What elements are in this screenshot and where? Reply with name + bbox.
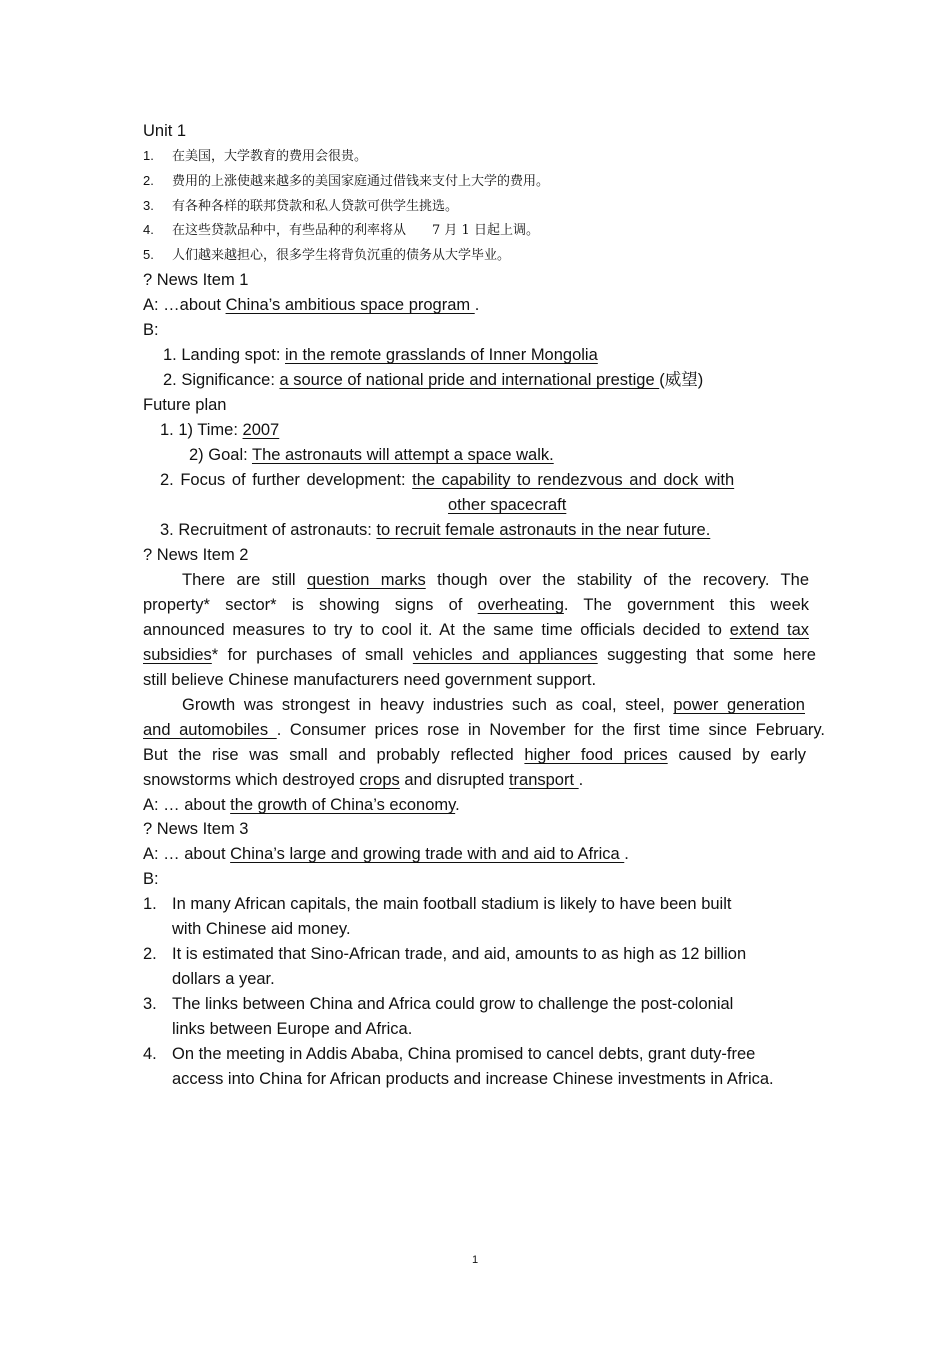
answer-prefix: A: … about <box>143 796 231 814</box>
plan-goal <box>189 445 554 465</box>
focus-answer: the capability to rendezvous and dock with <box>412 471 735 489</box>
news-item-3-b-label: B: <box>143 870 159 888</box>
significance-note: (威望) <box>659 371 704 389</box>
item-text: It is estimated that Sino-African trade, and aid, amounts to as high as 12 billion <box>172 945 747 963</box>
answer-suffix: . <box>474 296 480 314</box>
blank-answer: overheating <box>477 596 564 614</box>
recruit-answer: to recruit female astronauts in the near future. <box>376 521 711 539</box>
item-number: 2. <box>143 945 157 963</box>
text-run: There are still <box>182 571 308 589</box>
paragraph-line <box>143 645 816 665</box>
goal-answer: The astronauts will attempt a space walk. <box>251 446 554 464</box>
sentence-number: 3. <box>143 198 154 213</box>
focus-development <box>160 470 734 490</box>
text-run: snowstorms which destroyed <box>143 771 360 789</box>
blank-answer: question marks <box>307 571 426 589</box>
text-run: though over the stability of the recovery. The <box>425 571 809 589</box>
news-item-1-b-label: B: <box>143 321 159 339</box>
text-run: . <box>578 771 584 789</box>
time-label: 1. 1) Time: <box>160 421 243 439</box>
chinese-sentence <box>143 146 367 167</box>
blank-answer: power generation <box>673 696 805 714</box>
sentence-text: 人们越来越担心，很多学生将背负沉重的债务从大学毕业。 <box>172 248 511 263</box>
paragraph-line <box>143 720 825 740</box>
text-run: caused by early <box>667 746 806 764</box>
time-answer: 2007 <box>242 421 280 439</box>
news-item-3-answer-a <box>143 844 629 864</box>
blank-answer: extend tax <box>729 621 810 639</box>
answer-prefix: A: …about <box>143 296 226 314</box>
news-item-3-heading: ? News Item 3 <box>143 820 249 838</box>
paragraph-line <box>143 595 809 615</box>
item-text: In many African capitals, the main football stadium is likely to have been built <box>172 895 732 913</box>
paragraph-line <box>143 770 583 790</box>
item-text: On the meeting in Addis Ababa, China promised to cancel debts, grant duty-free <box>172 1045 756 1063</box>
chinese-sentence <box>143 171 549 192</box>
answer-text: China’s large and growing trade with and aid to Africa <box>230 845 625 863</box>
news-item-2-heading: ? News Item 2 <box>143 546 249 564</box>
chinese-sentence <box>143 245 510 266</box>
unit-title: Unit 1 <box>143 122 187 140</box>
sentence-number: 5. <box>143 247 154 262</box>
item-number: 3. <box>143 995 157 1013</box>
landing-answer: in the remote grasslands of Inner Mongolia <box>285 346 598 364</box>
blank-answer: higher food prices <box>524 746 668 764</box>
item-text: The links between China and Africa could grow to challenge the post-colonial <box>172 995 734 1013</box>
item-number: 4. <box>143 1045 157 1063</box>
sentence-text: 费用的上涨使越来越多的美国家庭通过借钱来支付上大学的费用。 <box>172 174 550 189</box>
paragraph-line <box>182 695 805 715</box>
focus-answer-2: other spacecraft <box>448 496 567 514</box>
goal-label: 2) Goal: <box>189 446 252 464</box>
news-item-1-heading: ? News Item 1 <box>143 271 249 289</box>
blank-answer: crops <box>359 771 400 789</box>
focus-answer-continued <box>448 495 566 515</box>
list-item-continued: dollars a year. <box>172 970 275 988</box>
plan-time <box>160 420 279 440</box>
sentence-text: 在这些贷款品种中，有些品种的利率将从 7 月 1 日起上调。 <box>172 223 539 238</box>
landing-label: 1. Landing spot: <box>163 346 286 364</box>
list-item-continued: with Chinese aid money. <box>172 920 351 938</box>
blank-answer: subsidies <box>143 646 212 664</box>
text-run: suggesting that some here <box>597 646 816 664</box>
future-plan-label: Future plan <box>143 396 227 414</box>
paragraph-line <box>143 745 806 765</box>
answer-suffix: . <box>455 796 460 814</box>
sentence-text: 在美国，大学教育的费用会很贵。 <box>172 149 368 164</box>
significance <box>163 370 703 390</box>
blank-answer: vehicles and appliances <box>412 646 598 664</box>
recruit-label: 3. Recruitment of astronauts: <box>160 521 377 539</box>
significance-answer: a source of national pride and international prestige <box>279 371 660 389</box>
text-run: announced measures to try to cool it. At the same time officials decided to <box>143 621 730 639</box>
paragraph-line <box>143 620 809 640</box>
blank-answer: transport <box>508 771 579 789</box>
page-number: 1 <box>471 1254 479 1266</box>
sentence-number: 1. <box>143 148 154 163</box>
text-run: . Consumer prices rose in November for the first time since February. <box>276 721 825 739</box>
sentence-text: 有各种各样的联邦贷款和私人贷款可供学生挑选。 <box>172 199 459 214</box>
text-run: and disrupted <box>399 771 509 789</box>
landing-spot <box>163 345 598 365</box>
sentence-number: 4. <box>143 222 154 237</box>
answer-prefix: A: … about <box>143 845 231 863</box>
focus-label: 2. Focus of further development: <box>160 471 413 489</box>
chinese-sentence <box>143 196 458 217</box>
text-run: Growth was strongest in heavy industries such as coal, steel, <box>182 696 674 714</box>
sentence-number: 2. <box>143 173 154 188</box>
text-run: . The government this week <box>563 596 809 614</box>
text-run: property* sector* is showing signs of <box>143 596 478 614</box>
text-run: * for purchases of small <box>211 646 413 664</box>
list-item <box>143 894 731 914</box>
significance-label: 2. Significance: <box>163 371 280 389</box>
list-item-continued: links between Europe and Africa. <box>172 1020 413 1038</box>
text-run: But the rise was small and probably reflected <box>143 746 525 764</box>
paragraph-line <box>182 570 809 590</box>
chinese-sentence <box>143 220 539 241</box>
item-number: 1. <box>143 895 157 913</box>
list-item <box>143 994 733 1014</box>
blank-answer: and automobiles <box>143 721 277 739</box>
list-item-continued: access into China for African products and increase Chinese investments in Africa. <box>172 1070 774 1088</box>
paragraph-line: still believe Chinese manufacturers need government support. <box>143 671 597 689</box>
answer-text: China’s ambitious space program <box>225 296 475 314</box>
news-item-2-answer-a <box>143 795 460 815</box>
list-item <box>143 1044 755 1064</box>
answer-suffix: . <box>624 845 629 863</box>
list-item <box>143 944 746 964</box>
answer-text: the growth of China’s economy <box>230 796 456 814</box>
news-item-1-answer-a <box>143 295 479 315</box>
recruitment <box>160 520 710 540</box>
